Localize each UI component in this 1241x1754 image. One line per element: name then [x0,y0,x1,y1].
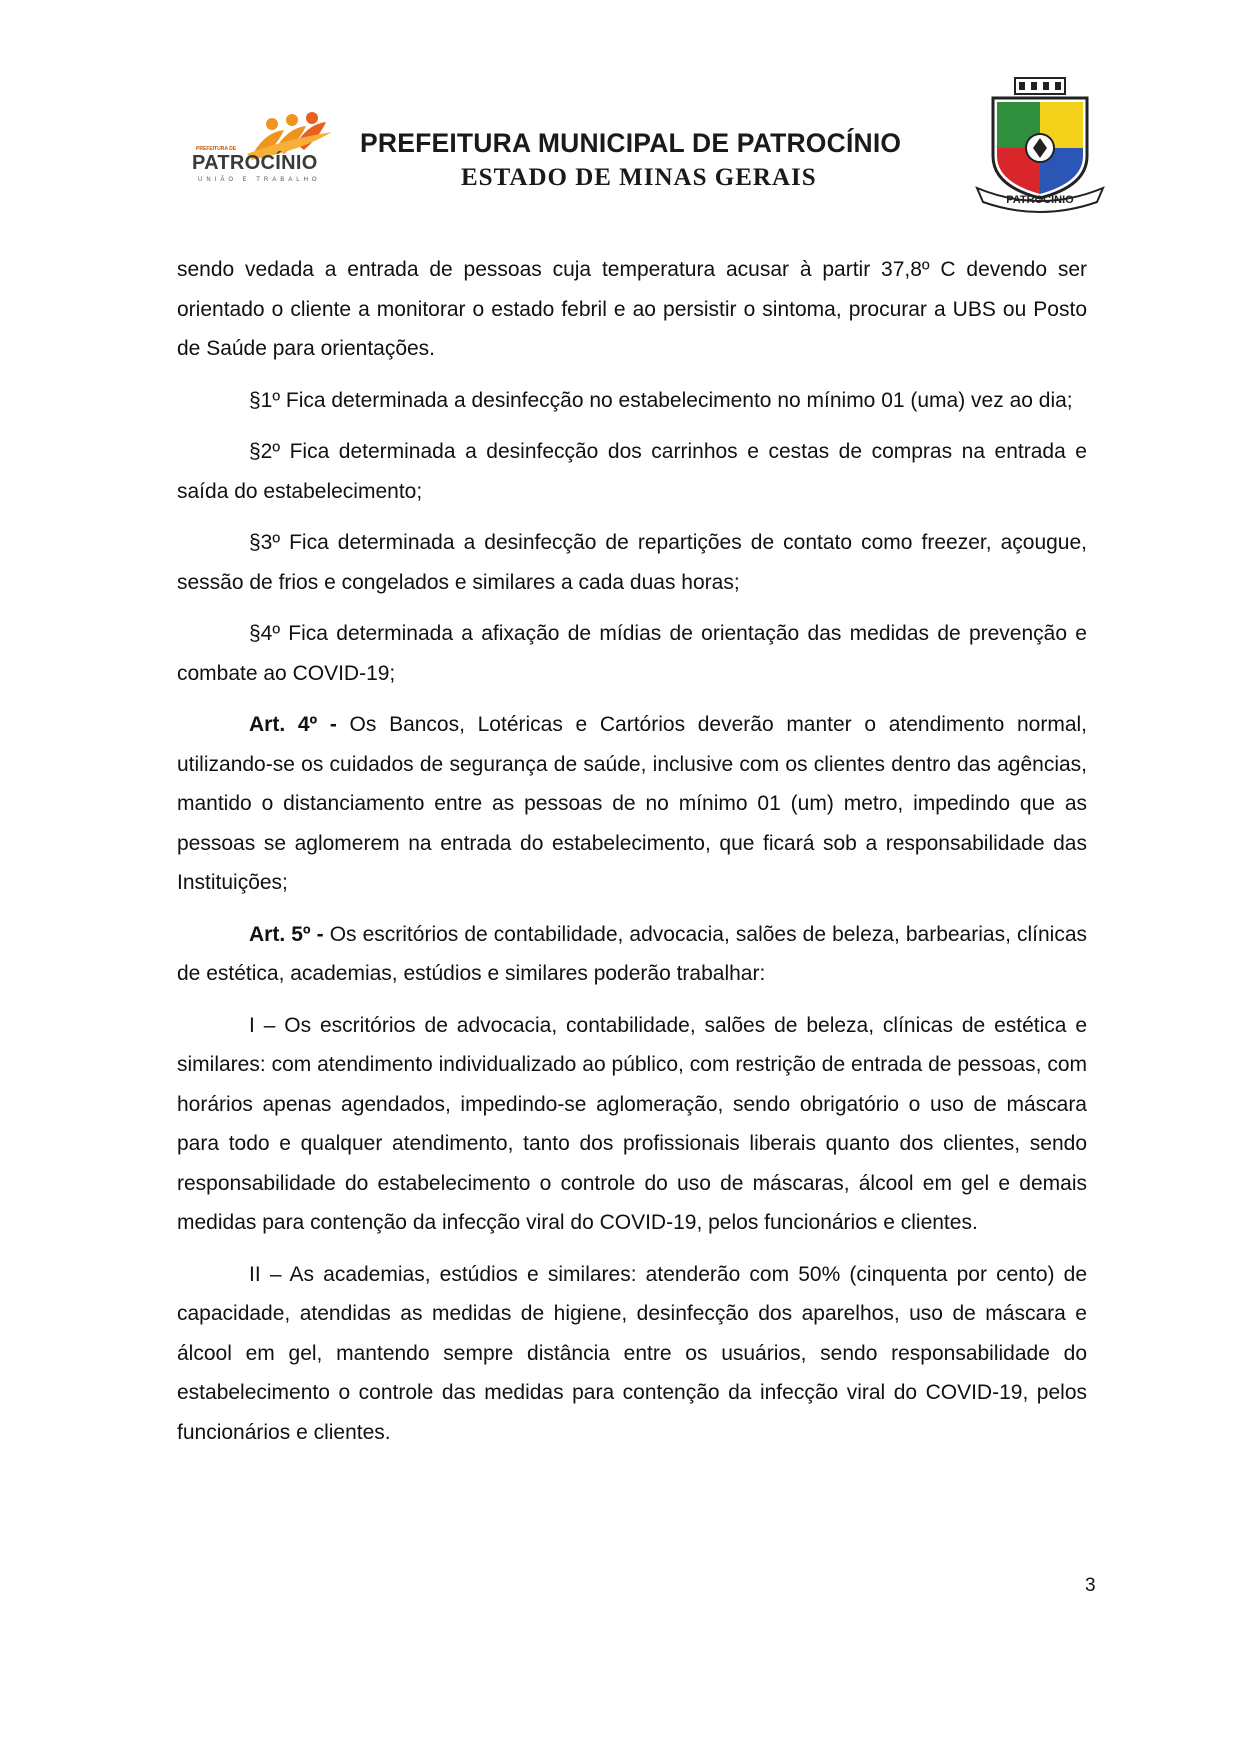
paragraph-item-2: II – As academias, estúdios e similares: atenderão com 50% (cinquenta por cento) de capacidade, atendidas as medidas de higiene, desinfecção dos aparelhos, uso de máscara e álcool em gel, mantendo sempre distância entre os usuários, sendo responsabilidade do estabelecimento o controle das medidas para contenção da infecção viral do COVID-19, pelos funcionários e clientes. [177,1262,1087,1444]
paragraph-article-5 [177,915,1087,994]
header-title: PREFEITURA MUNICIPAL DE PATROCÍNIO [360,128,902,158]
logo-slogan: UNIÃO E TRABALHO [198,177,321,183]
paragraph-section-2: §2º Fica determinada a desinfecção dos carrinhos e cestas de compras na entrada e saída do estabelecimento; [177,440,1087,503]
document-body [177,250,1087,1464]
paragraph-continuation: sendo vedada a entrada de pessoas cuja temperatura acusar à partir 37,8º C devendo ser orientado o cliente a monitorar o estado febril e ao persistir o sintoma, procurar a UBS ou Posto de Saúde para orientações. [177,258,1087,360]
paragraph-article-4 [177,705,1087,903]
page-number: 3 [1085,1575,1096,1596]
logo-small-text: PREFEITURA DE [196,146,237,152]
paragraph-section-4: §4º Fica determinada a afixação de mídias de orientação das medidas de prevenção e combate ao COVID-19; [177,622,1087,685]
paragraph-section-1: §1º Fica determinada a desinfecção no estabelecimento no mínimo 01 (uma) vez ao dia; [249,388,1073,412]
header-subtitle: ESTADO DE MINAS GERAIS [461,164,817,191]
paragraph-item-1: I – Os escritórios de advocacia, contabilidade, salões de beleza, clínicas de estética e similares: com atendimento individualizado ao público, com restrição de entrada de pessoas, com horários apenas agendados, impedindo-se aglomeração, sendo obrigatório o uso de máscara para todo e qualquer atendimento, tanto dos profissionais liberais quanto dos clientes, sendo responsabilidade do estabelecimento o controle do uso de máscaras, álcool em gel e demais medidas para contenção da infecção viral do COVID-19, pelos funcionários e clientes. [177,1013,1087,1234]
article-5-heading: Art. 5º - [249,922,324,946]
letterhead [0,0,1241,225]
article-4-text: Os Bancos, Lotéricas e Cartórios deverão manter o atendimento normal, utilizando-se os cuidados de segurança de saúde, inclusive com os clientes dentro das agências, mantido o distanciamento entre as pessoas de no mínimo 01 (um) metro, impedindo que as pessoas se aglomerem na entrada do estabelecimento, que ficará sob a responsabilidade das Instituições; [177,713,1087,894]
crest-banner-text: PATROCÍNIO [1006,194,1074,206]
paragraph-section-3: §3º Fica determinada a desinfecção de repartições de contato como freezer, açougue, sessão de frios e congelados e similares a cada duas horas; [177,531,1087,594]
article-4-heading: Art. 4º - [249,713,337,736]
municipal-coat-of-arms [975,76,1105,216]
crest-icon [975,76,1105,216]
article-5-text: Os escritórios de contabilidade, advocacia, salões de beleza, barbearias, clínicas de estética, academias, estúdios e similares poderão trabalhar: [177,922,1087,985]
logo-name: PATROCÍNIO [192,152,318,174]
